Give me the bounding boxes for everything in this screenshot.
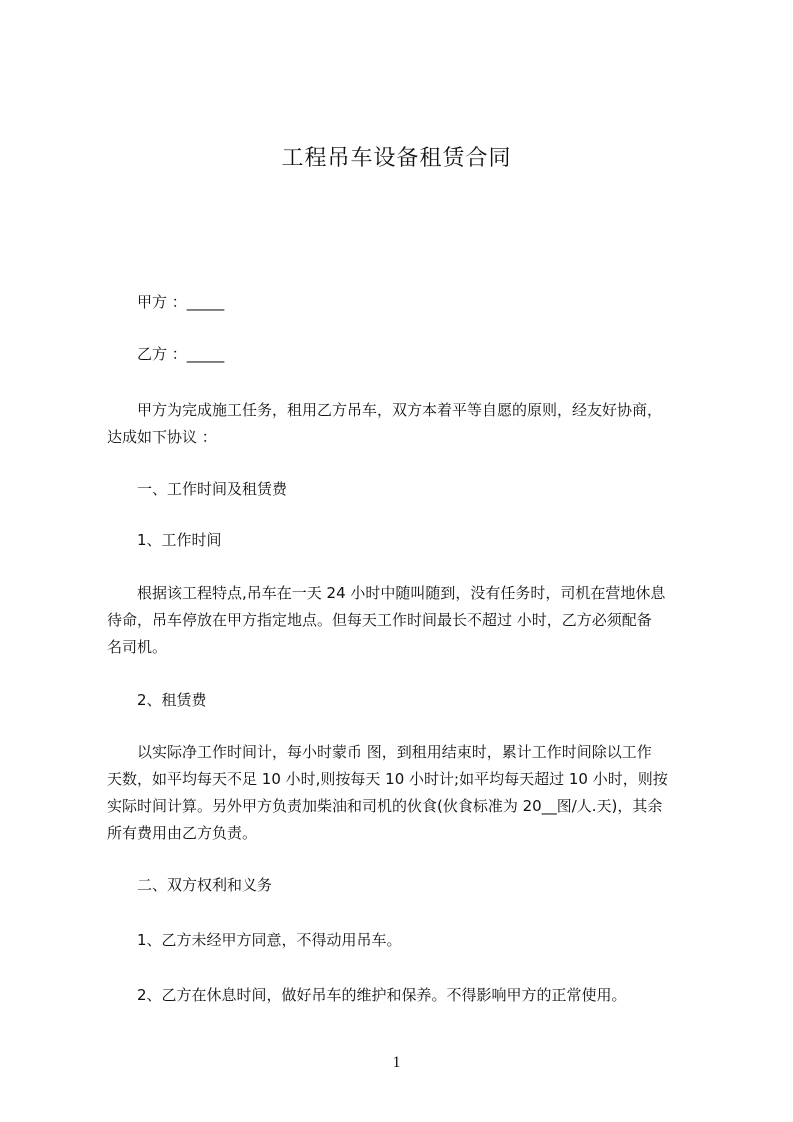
item-1-2-line-4: 所有费用由乙方负责。	[107, 824, 258, 842]
party-a-line: 甲方 ：_____	[137, 293, 225, 311]
item-2-1: 1、乙方未经甲方同意，不得动用吊车。	[137, 931, 402, 949]
contract-title: 工程吊车设备租赁合同	[281, 146, 512, 171]
item-1-2-line-2: 天数，如平均每天不足 10 小时,则按每天 10 小时计;如平均每天超过 10 小时，则按	[107, 770, 668, 788]
item-1-2-heading: 2、租赁费	[137, 691, 207, 709]
page-number: 1	[392, 1054, 401, 1071]
item-1-1-line-3: 名司机。	[107, 638, 168, 656]
party-b-line: 乙方 ：_____	[137, 345, 225, 363]
item-1-1-heading: 1、工作时间	[137, 531, 222, 549]
item-1-1-line-1: 根据该工程特点,吊车在一天 24 小时中随叫随到，没有任务时，司机在营地休息	[137, 584, 666, 602]
section-1-heading: 一、工作时间及租赁费	[137, 480, 288, 498]
section-2-heading: 二、双方权利和义务	[137, 876, 273, 894]
intro-line-2: 达成如下协议 ：	[107, 428, 217, 446]
item-1-2-line-3: 实际时间计算。另外甲方负责加柴油和司机的伙食(伙食标准为 20__图/人.天)，其余	[107, 797, 663, 815]
item-1-1-line-2: 待命，吊车停放在甲方指定地点。但每天工作时间最长不超过 小时，乙方必须配备	[107, 611, 652, 629]
item-2-2: 2、乙方在休息时间，做好吊车的维护和保养。不得影响甲方的正常使用。	[137, 986, 627, 1004]
item-1-2-line-1: 以实际净工作时间计，每小时蒙币 图，到租用结束时，累计工作时间除以工作	[137, 743, 652, 761]
intro-line-1: 甲方为完成施工任务，租用乙方吊车，双方本着平等自愿的原则，经友好协商，	[137, 401, 663, 419]
